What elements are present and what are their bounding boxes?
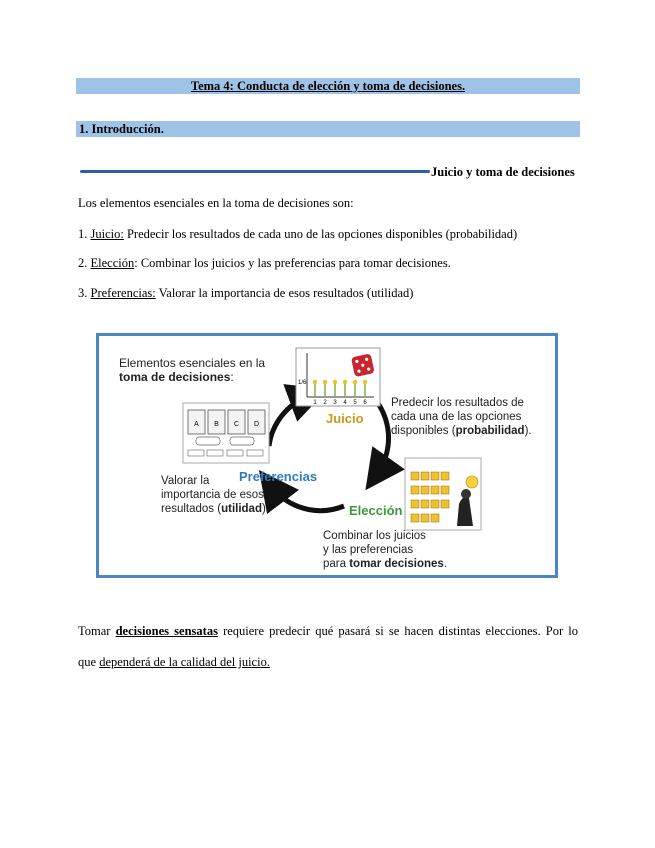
card-letter: B [214, 421, 219, 428]
card-letter: D [253, 421, 260, 428]
list-item: 1. Juicio: Predecir los resultados de cada uno de las opciones disponibles (probabilidad) [78, 227, 518, 241]
dice-icon [351, 353, 375, 377]
juicio-description: Predecir los resultados de cada una de las opciones disponibles (probabilidad). [391, 397, 532, 437]
list-item: 2. Elección: Combinar los juicios y las preferencias para tomar decisiones. [78, 256, 451, 270]
subheading: Juicio y toma de decisiones [431, 165, 575, 179]
cycle-arc [271, 486, 344, 511]
chart-tick: 2 [323, 400, 327, 406]
decision-elements-figure [96, 333, 558, 578]
closing-paragraph-line-1: Tomar decisiones sensatas requiere predecir qué pasará si se hacen distintas elecciones. Por lo [78, 624, 578, 638]
label-eleccion: Elección [349, 503, 403, 518]
document-title-band [76, 78, 580, 94]
label-preferencias: Preferencias [239, 469, 318, 484]
chart-tick: 6 [363, 400, 367, 406]
svg-text:1/6: 1/6 [298, 380, 307, 386]
chart-tick: 3 [333, 400, 337, 406]
probability-chart-icon [296, 348, 380, 406]
chart-tick: 4 [343, 400, 347, 406]
figure-title: Elementos esenciales en la toma de decisiones: [119, 356, 266, 384]
chart-tick: 1 [313, 400, 317, 406]
closing-paragraph-line-2: que dependerá de la calidad del juicio. [78, 655, 270, 669]
chart-tick: 5 [353, 400, 357, 406]
preference-cards-icon [183, 403, 269, 463]
section-heading: 1. Introducción. [76, 121, 580, 137]
eleccion-description: Combinar los juicios y las preferencias para tomar decisiones. [323, 530, 448, 570]
list-item: 3. Preferencias: Valorar la importancia de esos resultados (utilidad) [78, 286, 414, 300]
election-shelf-icon [405, 458, 481, 530]
document-title: Tema 4: Conducta de elección y toma de decisiones. [190, 79, 466, 93]
preferencias-description: Valorar la importancia de esos resultados (utilidad). [161, 475, 270, 515]
card-letter: C [233, 421, 240, 428]
intro-paragraph: Los elementos esenciales en la toma de decisiones son: [78, 196, 354, 210]
label-juicio: Juicio [326, 411, 364, 426]
card-letter: A [194, 421, 199, 428]
heading-rule [80, 170, 430, 173]
